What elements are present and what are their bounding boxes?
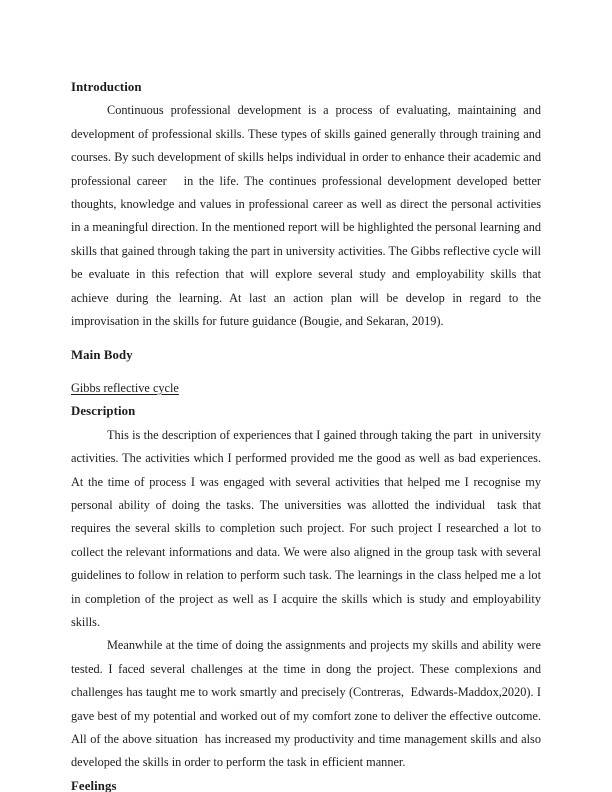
paragraph-introduction: Continuous professional development is a process of evaluating, maintaining and development of professional skills. These types of skills gained generally through training and courses. By such development of skills helps individual in order to enhance their academic and professional career in the life. The continues professional development developed better thoughts, knowledge and values in professional career as well as direct the personal activities in a meaningful direction. In the mentioned report will be highlighted the personal learning and skills that gained through taking the part in university activities. The Gibbs reflective cycle will be evaluate in this refection that will explore several study and employability skills that achieve during the learning. At last an action plan will be develop in regard to the improvisation in the skills for future guidance (Bougie, and Sekaran, 2019). xyxy=(71,103,545,329)
heading-introduction: Introduction xyxy=(71,80,142,94)
spacer-after-introduction xyxy=(71,333,541,344)
document-body xyxy=(71,76,551,792)
heading-feelings: Feelings xyxy=(71,778,117,792)
subtitle-gibbs-reflective-cycle: Gibbs reflective cycle xyxy=(71,380,179,395)
spacer-after-main-body xyxy=(71,368,541,377)
heading-main-body: Main Body xyxy=(71,348,133,363)
heading-description: Description xyxy=(71,404,136,419)
paragraph-description-1: This is the description of experiences that I gained through taking the part in university activities. The activities which I performed provided me the good as well as bad experiences. At the time of process I was engaged with several activities that helped me I recognise my personal ability of doing the tasks. The universities was allotted the individual task that requires the several skills to completion such project. For such project I researched a lot to collect the relevant informations and data. We were also aligned in the group task with several guidelines to follow in relation to perform such task. The learnings in the class helped me a lot in completion of the project as well as I acquire the skills which is study and employability skills. xyxy=(71,427,551,629)
paragraph-description-2: Meanwhile at the time of doing the assignments and projects my skills and ability were tested. I faced several challenges at the time in dong the project. These complexions and challenges has taught me to work smartly and precisely (Contreras, Edwards-Maddox,2020). I gave best of my potential and worked out of my comfort zone to deliver the effective outcome. All of the above situation has increased my productivity and time management skills and also developed the skills in order to perform the task in efficient manner. xyxy=(71,638,545,770)
